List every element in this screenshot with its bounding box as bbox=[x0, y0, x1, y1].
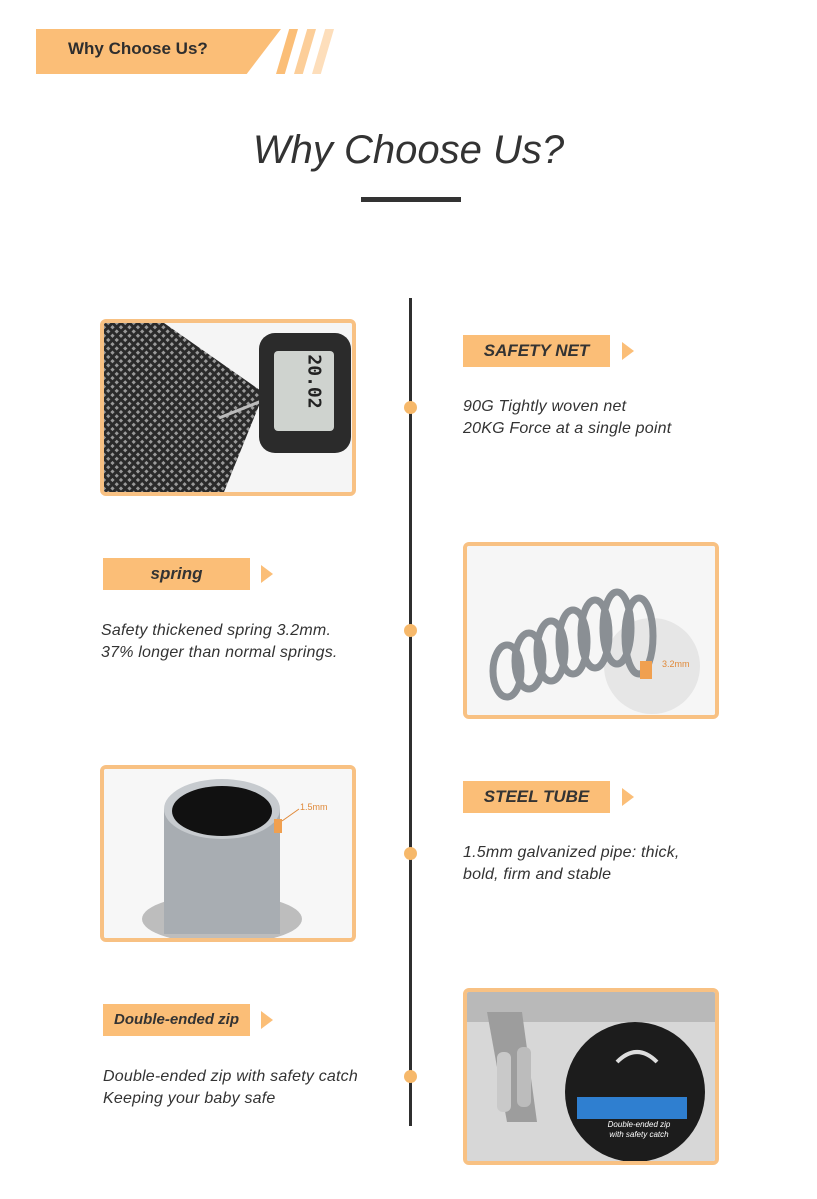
banner-stripe bbox=[312, 29, 334, 74]
description-line: bold, firm and stable bbox=[463, 866, 612, 883]
top-banner bbox=[36, 29, 336, 74]
tag-safety-net: SAFETY NET bbox=[463, 335, 610, 367]
description-line: Double-ended zip with safety catch bbox=[103, 1068, 358, 1085]
steel-tube-photo bbox=[100, 765, 356, 942]
zip-photo bbox=[463, 988, 719, 1165]
description-line: 20KG Force at a single point bbox=[463, 420, 672, 437]
steel-tube-description bbox=[463, 842, 680, 886]
timeline-dot bbox=[404, 624, 417, 637]
arrow-right-icon bbox=[261, 1011, 273, 1029]
tag-double-ended-zip: Double-ended zip bbox=[103, 1004, 250, 1036]
zip-caption-line: with safety catch bbox=[609, 1130, 669, 1139]
description-line: 37% longer than normal springs. bbox=[101, 644, 338, 661]
tag-spring: spring bbox=[103, 558, 250, 590]
description-line: 1.5mm galvanized pipe: thick, bbox=[463, 844, 680, 861]
zip-caption-line: Double-ended zip bbox=[607, 1120, 671, 1129]
tube-measure-label: 1.5mm bbox=[300, 802, 328, 812]
safety-net-photo bbox=[100, 319, 356, 496]
arrow-right-icon bbox=[261, 565, 273, 583]
arrow-right-icon bbox=[622, 788, 634, 806]
description-line: Safety thickened spring 3.2mm. bbox=[101, 622, 332, 639]
timeline-dot bbox=[404, 847, 417, 860]
safety-net-description bbox=[463, 396, 671, 440]
timeline-dot bbox=[404, 401, 417, 414]
description-line: 90G Tightly woven net bbox=[463, 398, 627, 415]
tag-steel-tube: STEEL TUBE bbox=[463, 781, 610, 813]
zip-caption bbox=[589, 1120, 689, 1140]
banner-stripe bbox=[276, 29, 298, 74]
banner-stripe bbox=[294, 29, 316, 74]
description-line: Keeping your baby safe bbox=[103, 1090, 276, 1107]
timeline-dot bbox=[404, 1070, 417, 1083]
scale-reading: 20.02 bbox=[303, 354, 325, 409]
banner-title: Why Choose Us? bbox=[68, 39, 208, 58]
heading-underline bbox=[361, 197, 461, 202]
spring-description bbox=[101, 620, 338, 664]
arrow-right-icon bbox=[622, 342, 634, 360]
spring-photo bbox=[463, 542, 719, 719]
spring-measure-label: 3.2mm bbox=[662, 659, 690, 669]
timeline-line bbox=[409, 298, 412, 1126]
zip-description bbox=[103, 1066, 358, 1110]
section-heading: Why Choose Us? bbox=[252, 128, 565, 172]
